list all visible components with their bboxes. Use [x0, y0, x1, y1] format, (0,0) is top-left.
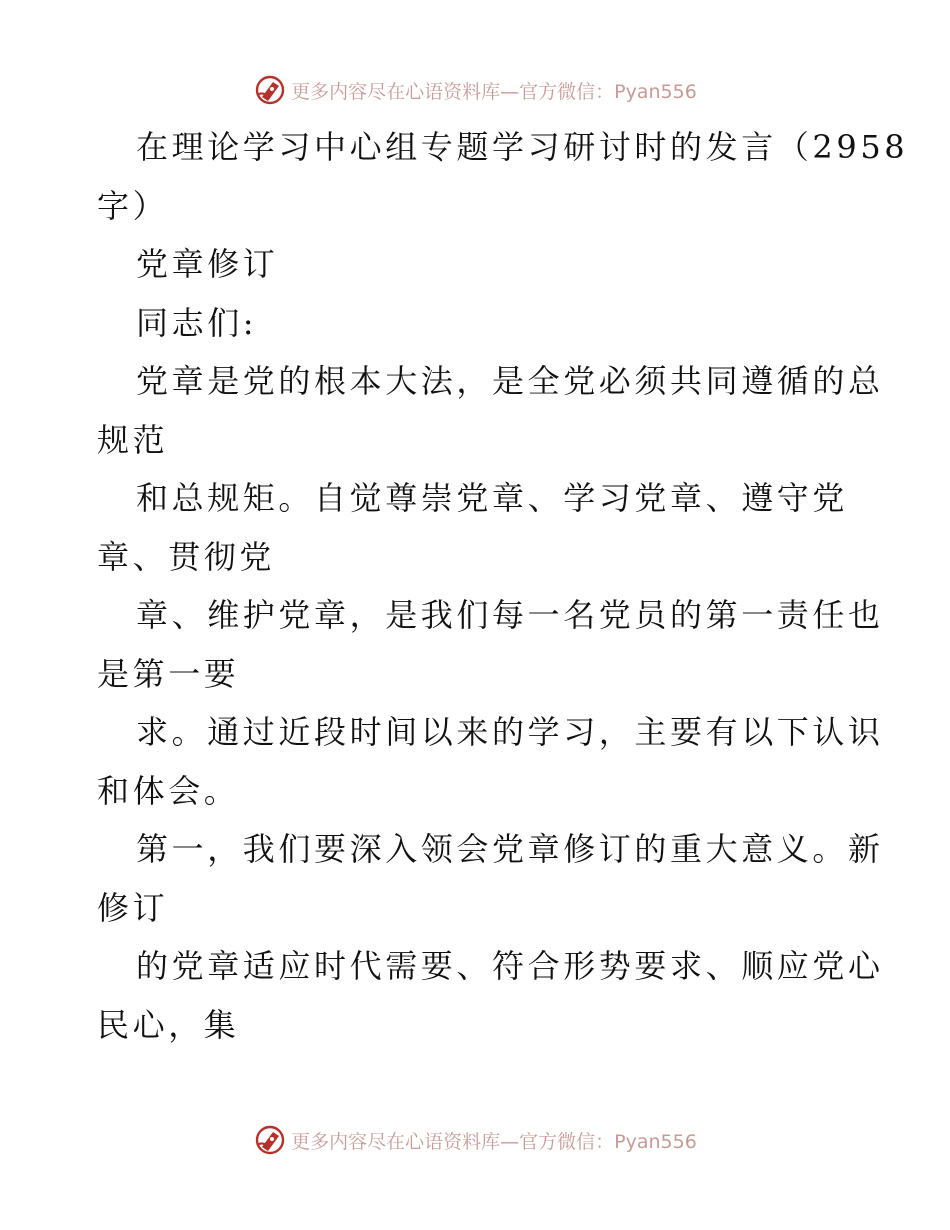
watermark-text: 更多内容尽在心语资料库—官方微信：Pyan556 [291, 1130, 697, 1153]
document-body [97, 118, 909, 1054]
document-line: 民心，集 [97, 1005, 240, 1044]
pen-nib-logo-icon [253, 73, 287, 107]
document-line: 党章修订 [136, 245, 279, 283]
footer-watermark-banner [0, 1120, 950, 1160]
document-line: 字） [97, 186, 169, 225]
document-line: 求。通过近段时间以来的学习，主要有以下认识 [136, 713, 884, 751]
document-line: 第一，我们要深入领会党章修订的重大意义。新 [136, 830, 884, 868]
document-line: 规范 [97, 420, 169, 459]
document-line: 党章是党的根本大法，是全党必须共同遵循的总 [136, 362, 884, 400]
header-watermark-banner [0, 70, 950, 110]
watermark-text: 更多内容尽在心语资料库—官方微信：Pyan556 [291, 80, 697, 103]
document-line: 章、贯彻党 [97, 537, 276, 576]
document-line: 和体会。 [97, 771, 240, 810]
document-line: 是第一要 [97, 654, 240, 693]
pen-nib-logo-icon [253, 1123, 287, 1157]
document-line: 章、维护党章，是我们每一名党员的第一责任也 [136, 596, 884, 634]
document-line: 的党章适应时代需要、符合形势要求、顺应党心 [136, 947, 884, 985]
document-line: 修订 [97, 888, 169, 927]
document-line: 同志们: [136, 303, 258, 342]
document-line: 和总规矩。自觉尊崇党章、学习党章、遵守党 [136, 479, 849, 517]
document-line: 在理论学习中心组专题学习研讨时的发言（2958 [136, 128, 909, 166]
